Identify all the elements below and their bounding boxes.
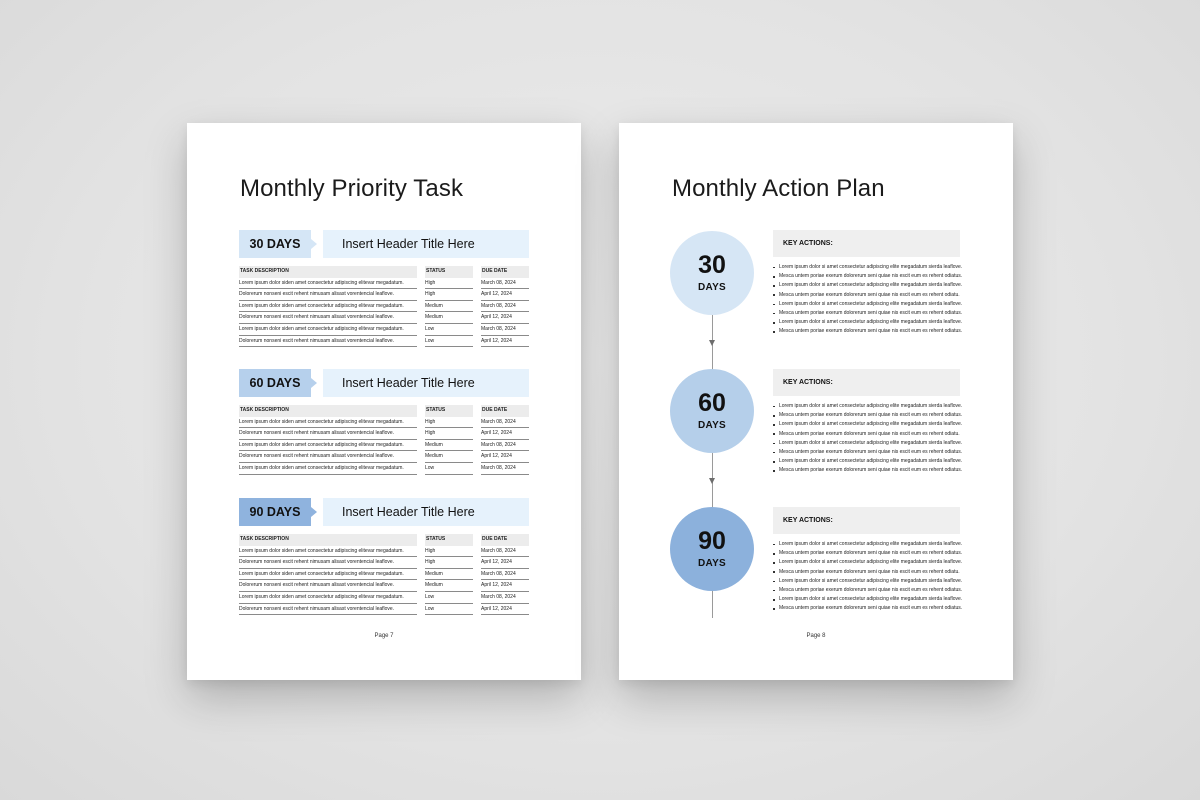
task-description-cell: Dolorerum nonseni escit rehent nimusam alisast vorentencial leaflove. xyxy=(239,557,417,569)
due-date-cell: April 12, 2024 xyxy=(481,580,529,592)
table-row xyxy=(239,289,529,301)
due-date-cell: March 08, 2024 xyxy=(481,278,529,290)
key-action-item: Lorem ipsum dolor si amet consectetur adipiscing elite megadatum sierda leaflove. xyxy=(773,540,963,549)
key-action-item: Mesca untem poriae exerum dolorerum seni quiae nis escit eum es rehent odiatus. xyxy=(773,586,963,595)
milestone-circle-90 xyxy=(670,507,754,591)
task-description-cell: Dolorerum nonseni escit rehent nimusam alisast vorentencial leaflove. xyxy=(239,289,417,301)
task-description-cell: Lorem ipsum dolor siden amet consectetur adipiscing elitevar megadatum. xyxy=(239,440,417,452)
table-row xyxy=(239,324,529,336)
status-cell: Low xyxy=(425,604,473,616)
table-row xyxy=(239,301,529,313)
task-description-cell: Lorem ipsum dolor siden amet consectetur adipiscing elitevar megadatum. xyxy=(239,324,417,336)
column-header: DUE DATE xyxy=(481,405,529,417)
section-header-title[interactable]: Insert Header Title Here xyxy=(323,498,529,526)
task-description-cell: Lorem ipsum dolor siden amet consectetur adipiscing elitevar megadatum. xyxy=(239,592,417,604)
due-date-cell: March 08, 2024 xyxy=(481,324,529,336)
task-table xyxy=(239,266,529,347)
status-cell: Medium xyxy=(425,440,473,452)
table-row xyxy=(239,580,529,592)
section-90-days xyxy=(239,498,529,612)
milestone-number: 30 xyxy=(698,251,726,279)
table-header xyxy=(239,534,529,546)
due-date-cell: April 12, 2024 xyxy=(481,289,529,301)
key-action-item: Mesca untem poriae exerum dolorerum seni quiae nis escit eum es rehent odiatu. xyxy=(773,291,963,300)
task-description-cell: Dolorerum nonseni escit rehent nimusam alisast vorentencial leaflove. xyxy=(239,451,417,463)
milestone-label: DAYS xyxy=(697,282,727,293)
milestone-label: DAYS xyxy=(697,420,727,431)
task-description-cell: Dolorerum nonseni escit rehent nimusam alisast vorentencial leaflove. xyxy=(239,580,417,592)
status-cell: High xyxy=(425,557,473,569)
key-actions-list xyxy=(773,540,963,614)
table-row xyxy=(239,569,529,581)
arrow-right-icon xyxy=(311,378,317,388)
column-header: STATUS xyxy=(425,534,473,546)
table-row xyxy=(239,417,529,429)
key-action-item: Mesca untem poriae exerum dolorerum seni quiae nis escit eum es rehent odiatus. xyxy=(773,448,963,457)
key-action-item: Lorem ipsum dolor si amet consectetur adipiscing elite megadatum sierda leaflove. xyxy=(773,420,963,429)
due-date-cell: April 12, 2024 xyxy=(481,557,529,569)
table-row xyxy=(239,546,529,558)
days-label: 60 DAYS xyxy=(239,369,311,397)
status-cell: High xyxy=(425,417,473,429)
status-cell: Medium xyxy=(425,569,473,581)
priority-task-page xyxy=(187,123,581,680)
status-cell: High xyxy=(425,428,473,440)
task-description-cell: Lorem ipsum dolor siden amet consectetur adipiscing elitevar megadatum. xyxy=(239,301,417,313)
due-date-cell: March 08, 2024 xyxy=(481,417,529,429)
page-title: Monthly Priority Task xyxy=(240,175,464,202)
task-table xyxy=(239,534,529,615)
key-action-item: Mesca untem poriae exerum dolorerum seni quiae nis escit eum es rehent odiatu. xyxy=(773,430,963,439)
key-action-item: Lorem ipsum dolor si amet consectetur adipiscing elite megadatum sierda leaflove. xyxy=(773,577,963,586)
column-header: TASK DESCRIPTION xyxy=(239,405,417,417)
task-table xyxy=(239,405,529,475)
table-row xyxy=(239,336,529,348)
key-action-item: Lorem ipsum dolor si amet consectetur adipiscing elite megadatum sierda leaflove. xyxy=(773,558,963,567)
milestone-number: 90 xyxy=(698,527,726,555)
status-cell: High xyxy=(425,546,473,558)
section-header-title[interactable]: Insert Header Title Here xyxy=(323,369,529,397)
key-action-item: Mesca untem poriae exerum dolorerum seni quiae nis escit eum es rehent odiatus. xyxy=(773,549,963,558)
table-header xyxy=(239,266,529,278)
table-row xyxy=(239,428,529,440)
key-action-item: Mesca untem poriae exerum dolorerum seni quiae nis escit eum es rehent odiatus. xyxy=(773,272,963,281)
days-label: 30 DAYS xyxy=(239,230,311,258)
task-description-cell: Lorem ipsum dolor siden amet consectetur adipiscing elitevar megadatum. xyxy=(239,463,417,475)
task-description-cell: Dolorerum nonseni escit rehent nimusam alisast vorentencial leaflove. xyxy=(239,604,417,616)
page-number: Page 7 xyxy=(374,633,394,639)
due-date-cell: April 12, 2024 xyxy=(481,312,529,324)
table-row xyxy=(239,278,529,290)
column-header: DUE DATE xyxy=(481,534,529,546)
section-header xyxy=(239,230,529,258)
status-cell: High xyxy=(425,289,473,301)
table-row xyxy=(239,312,529,324)
status-cell: Low xyxy=(425,336,473,348)
column-header: STATUS xyxy=(425,266,473,278)
task-description-cell: Lorem ipsum dolor siden amet consectetur adipiscing elitevar megadatum. xyxy=(239,278,417,290)
key-actions-list xyxy=(773,402,963,476)
key-action-item: Mesca untem poriae exerum dolorerum seni quiae nis escit eum es rehent odiatus. xyxy=(773,309,963,318)
status-cell: Medium xyxy=(425,580,473,592)
status-cell: High xyxy=(425,278,473,290)
task-description-cell: Lorem ipsum dolor siden amet consectetur adipiscing elitevar megadatum. xyxy=(239,417,417,429)
column-header: DUE DATE xyxy=(481,266,529,278)
section-header-title[interactable]: Insert Header Title Here xyxy=(323,230,529,258)
due-date-cell: March 08, 2024 xyxy=(481,440,529,452)
milestone-label: DAYS xyxy=(697,558,727,569)
due-date-cell: March 08, 2024 xyxy=(481,463,529,475)
status-cell: Medium xyxy=(425,301,473,313)
key-action-item: Mesca untem poriae exerum dolorerum seni quiae nis escit eum es rehent odiatus. xyxy=(773,327,963,336)
section-header xyxy=(239,498,529,526)
action-plan-page xyxy=(619,123,1013,680)
key-action-item: Mesca untem poriae exerum dolorerum seni quiae nis escit eum es rehent odiatus. xyxy=(773,411,963,420)
key-action-item: Mesca untem poriae exerum dolorerum seni quiae nis escit eum es rehent odiatu. xyxy=(773,568,963,577)
column-header: STATUS xyxy=(425,405,473,417)
key-action-item: Mesca untem poriae exerum dolorerum seni quiae nis escit eum es rehent odiatus. xyxy=(773,466,963,475)
key-action-item: Lorem ipsum dolor si amet consectetur adipiscing elite megadatum sierda leaflove. xyxy=(773,300,963,309)
column-header: TASK DESCRIPTION xyxy=(239,534,417,546)
task-description-cell: Dolorerum nonseni escit rehent nimusam alisast vorentencial leaflove. xyxy=(239,428,417,440)
due-date-cell: March 08, 2024 xyxy=(481,592,529,604)
status-cell: Medium xyxy=(425,312,473,324)
due-date-cell: April 12, 2024 xyxy=(481,336,529,348)
table-header xyxy=(239,405,529,417)
table-row xyxy=(239,592,529,604)
status-cell: Low xyxy=(425,463,473,475)
section-30-days xyxy=(239,230,529,344)
key-actions-heading: KEY ACTIONS: xyxy=(773,507,960,534)
table-row xyxy=(239,451,529,463)
key-action-item: Lorem ipsum dolor si amet consectetur adipiscing elite megadatum sierda leaflove. xyxy=(773,439,963,448)
due-date-cell: April 12, 2024 xyxy=(481,604,529,616)
key-actions-heading: KEY ACTIONS: xyxy=(773,230,960,257)
table-row xyxy=(239,604,529,616)
key-actions-heading: KEY ACTIONS: xyxy=(773,369,960,396)
due-date-cell: March 08, 2024 xyxy=(481,569,529,581)
key-action-item: Mesca untem poriae exerum dolorerum seni quiae nis escit eum es rehent odiatus. xyxy=(773,604,963,613)
key-action-item: Lorem ipsum dolor si amet consectetur adipiscing elite megadatum sierda leaflove. xyxy=(773,263,963,272)
key-action-item: Lorem ipsum dolor si amet consectetur adipiscing elite megadatum sierda leaflove. xyxy=(773,318,963,327)
task-description-cell: Lorem ipsum dolor siden amet consectetur adipiscing elitevar megadatum. xyxy=(239,569,417,581)
milestone-circle-30 xyxy=(670,231,754,315)
key-action-item: Lorem ipsum dolor si amet consectetur adipiscing elite megadatum sierda leaflove. xyxy=(773,402,963,411)
key-action-item: Lorem ipsum dolor si amet consectetur adipiscing elite megadatum sierda leaflove. xyxy=(773,457,963,466)
days-label: 90 DAYS xyxy=(239,498,311,526)
due-date-cell: April 12, 2024 xyxy=(481,428,529,440)
task-description-cell: Lorem ipsum dolor siden amet consectetur adipiscing elitevar megadatum. xyxy=(239,546,417,558)
task-description-cell: Dolorerum nonseni escit rehent nimusam alisast vorentencial leaflove. xyxy=(239,312,417,324)
status-cell: Low xyxy=(425,592,473,604)
section-60-days xyxy=(239,369,529,471)
milestone-circle-60 xyxy=(670,369,754,453)
table-row xyxy=(239,557,529,569)
arrow-right-icon xyxy=(311,239,317,249)
due-date-cell: April 12, 2024 xyxy=(481,451,529,463)
arrow-down-icon xyxy=(709,478,715,484)
due-date-cell: March 08, 2024 xyxy=(481,546,529,558)
milestone-number: 60 xyxy=(698,389,726,417)
arrow-right-icon xyxy=(311,507,317,517)
key-actions-list xyxy=(773,263,963,337)
status-cell: Low xyxy=(425,324,473,336)
status-cell: Medium xyxy=(425,451,473,463)
due-date-cell: March 08, 2024 xyxy=(481,301,529,313)
arrow-down-icon xyxy=(709,340,715,346)
column-header: TASK DESCRIPTION xyxy=(239,266,417,278)
table-row xyxy=(239,463,529,475)
key-action-item: Lorem ipsum dolor si amet consectetur adipiscing elite megadatum sierda leaflove. xyxy=(773,281,963,290)
table-row xyxy=(239,440,529,452)
section-header xyxy=(239,369,529,397)
task-description-cell: Dolorerum nonseni escit rehent nimusam alisast vorentencial leaflove. xyxy=(239,336,417,348)
page-number: Page 8 xyxy=(806,633,826,639)
page-title: Monthly Action Plan xyxy=(672,175,885,202)
key-action-item: Lorem ipsum dolor si amet consectetur adipiscing elite megadatum sierda leaflove. xyxy=(773,595,963,604)
